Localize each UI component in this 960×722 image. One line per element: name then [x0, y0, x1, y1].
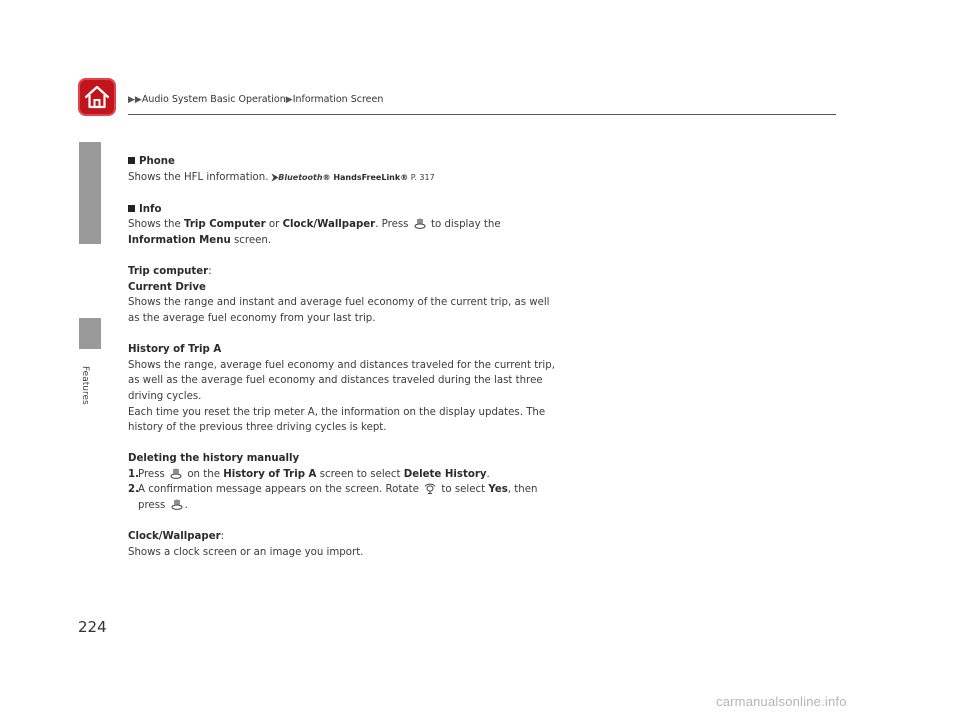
current-drive-text-1: Shows the range and instant and average fuel economy of the current trip, as well: [128, 297, 550, 309]
interface-dial-press-icon: [171, 499, 183, 510]
delete-step-2: 2.A confirmation message appears on the screen. Rotate to select Yes, then: [128, 484, 538, 496]
sidebar-marker: [79, 142, 101, 244]
delete-step-2-cont: press .: [138, 500, 188, 512]
page-content: [128, 154, 558, 560]
clock-wallpaper-label: Clock/Wallpaper:: [128, 531, 225, 543]
square-bullet-icon: [128, 157, 135, 164]
breadcrumb-arrow-icon: ▶: [285, 95, 293, 105]
interface-dial-press-icon: [170, 468, 182, 479]
sidebar-section-label: Features: [80, 366, 90, 405]
current-drive-text-2: as the average fuel economy from your last trip.: [128, 312, 376, 324]
interface-dial-press-icon: [414, 218, 426, 229]
square-bullet-icon: [128, 205, 135, 212]
breadcrumb-link-audio-system[interactable]: Audio System Basic Operation: [141, 94, 286, 105]
phone-heading: Phone: [128, 154, 558, 170]
watermark: carmanualsonline.info: [716, 694, 847, 709]
history-text-5: history of the previous three driving cycles is kept.: [128, 422, 387, 434]
info-heading: Info: [128, 202, 558, 218]
current-drive-heading: Current Drive: [128, 281, 206, 293]
delete-step-1: 1.Press on the History of Trip A screen to select Delete History.: [128, 468, 490, 480]
breadcrumb: [128, 94, 383, 105]
phone-text: Shows the HFL information. ⮞Bluetooth® HandsFreeLink® P. 317: [128, 171, 435, 183]
phone-reference-link[interactable]: ⮞Bluetooth® HandsFreeLink® P. 317: [271, 172, 435, 183]
breadcrumb-current: Information Screen: [292, 94, 384, 105]
history-text-3: driving cycles.: [128, 390, 202, 402]
trip-computer-label: Trip computer:: [128, 266, 212, 278]
info-text-cont: Information Menu screen.: [128, 234, 272, 246]
history-text-2: as well as the average fuel economy and distances traveled during the last three: [128, 375, 543, 387]
history-heading: History of Trip A: [128, 344, 222, 356]
info-text: Shows the Trip Computer or Clock/Wallpaper. Press to display the: [128, 219, 501, 231]
sidebar-section-tab: [79, 318, 101, 349]
history-text-4: Each time you reset the trip meter A, the information on the display updates. The: [128, 406, 546, 418]
clock-wallpaper-text: Shows a clock screen or an image you import.: [128, 546, 364, 558]
page-number: 224: [78, 618, 107, 636]
interface-dial-rotate-icon: [424, 483, 436, 494]
home-button[interactable]: [78, 78, 116, 116]
breadcrumb-arrow-icon: ▶▶: [128, 95, 142, 105]
header-divider: [128, 114, 836, 115]
delete-history-heading: Deleting the history manually: [128, 453, 300, 465]
history-text-1: Shows the range, average fuel economy and distances traveled for the current trip,: [128, 359, 555, 371]
reference-arrow-icon: ⮞: [271, 172, 279, 183]
home-icon: [83, 83, 111, 111]
